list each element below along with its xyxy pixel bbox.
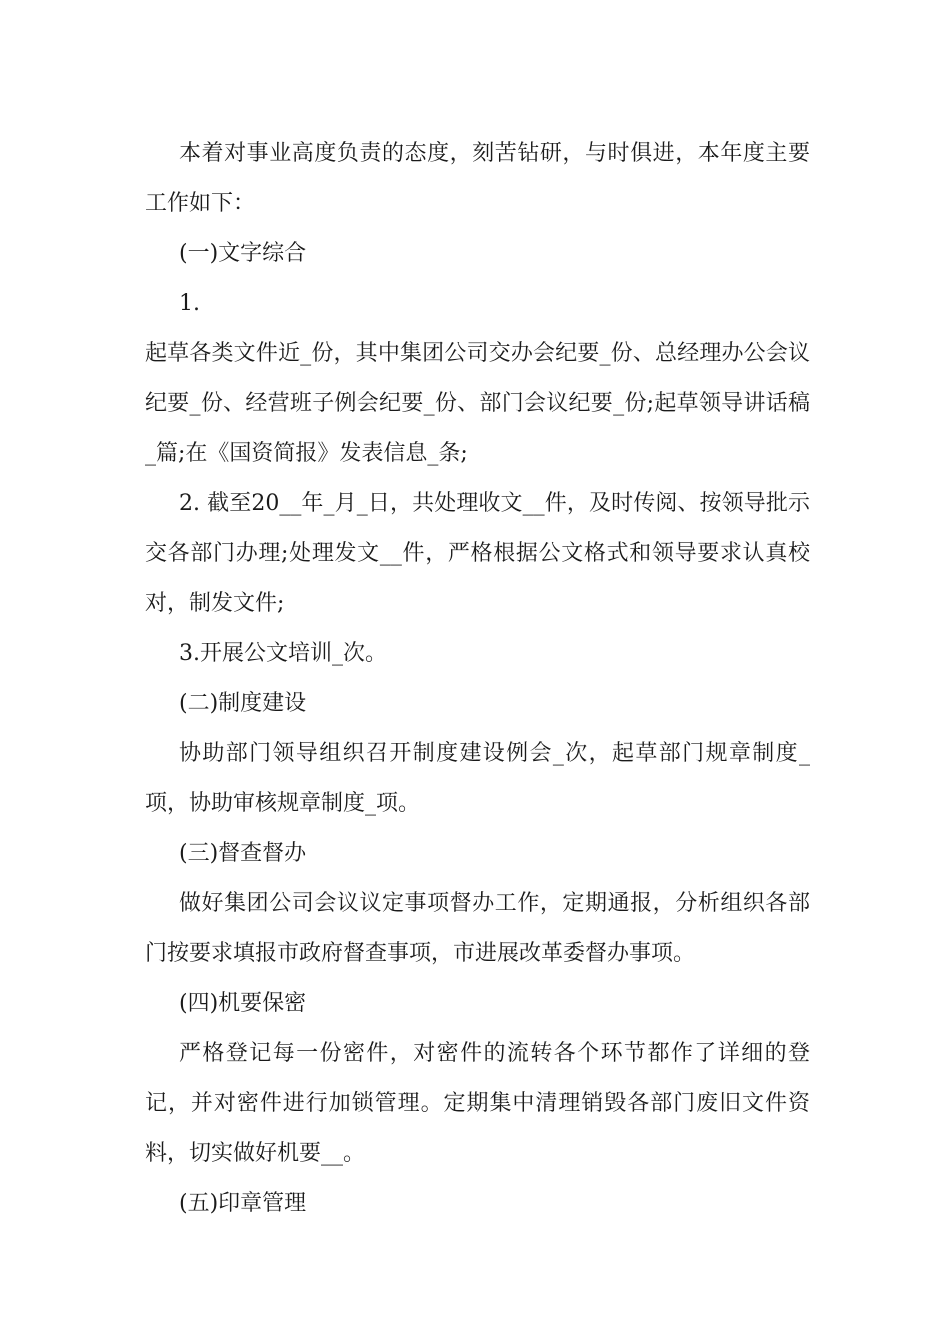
- section-heading-system-building: (二)制度建设: [179, 691, 307, 716]
- item-2-paragraph: 2. 截至20__年_月_日，共处理收文__件，及时传阅、按领导批示交各部门办理;处理发文__件，严格根据公文格式和领导要求认真校对，制发文件;: [145, 491, 810, 616]
- section-heading-seal-management: (五)印章管理: [179, 1191, 307, 1216]
- item-3-paragraph: 3.开展公文培训_次。: [179, 641, 387, 666]
- document-body: [145, 129, 810, 1229]
- supervision-paragraph: 做好集团公司会议议定事项督办工作，定期通报，分析组织各部门按要求填报市政府督查事项，市进展改革委督办事项。: [145, 891, 810, 966]
- section-heading-confidential: (四)机要保密: [179, 991, 307, 1016]
- section-heading-text-summary: (一)文字综合: [179, 241, 307, 266]
- confidential-paragraph: 严格登记每一份密件，对密件的流转各个环节都作了详细的登记，并对密件进行加锁管理。定期集中清理销毁各部门废旧文件资料，切实做好机要__。: [145, 1041, 810, 1166]
- section-heading-supervision: (三)督查督办: [179, 841, 307, 866]
- intro-paragraph: 本着对事业高度负责的态度，刻苦钻研，与时俱进，本年度主要工作如下：: [145, 141, 810, 216]
- item-1-paragraph: 起草各类文件近_份，其中集团公司交办会纪要_份、总经理办公会议纪要_份、经营班子例会纪要_份、部门会议纪要_份;起草领导讲话稿_篇;在《国资简报》发表信息_条;: [145, 341, 810, 466]
- item-number-1: 1.: [179, 291, 200, 316]
- system-building-paragraph: 协助部门领导组织召开制度建设例会_次，起草部门规章制度_项，协助审核规章制度_项。: [145, 741, 810, 816]
